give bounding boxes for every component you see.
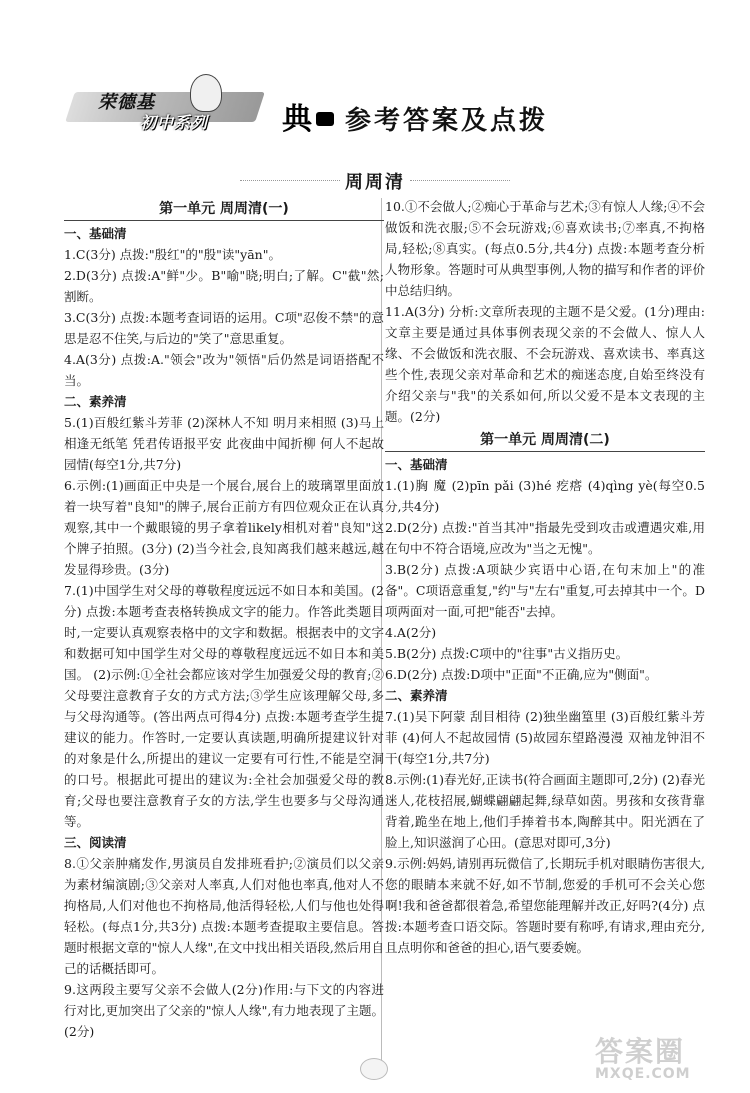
answer-item <box>64 307 384 349</box>
answer-item <box>385 643 705 664</box>
watermark-url: MXQE.COM <box>595 1066 691 1082</box>
answer-text: 3.B(2分) 点拨:A项缺少宾语中心语,在句末加上"的准备"。C项语意重复,"约"与"左右"重复,可去掉其中一个。D项两面对一面,可把"能否"去掉。 <box>385 562 705 619</box>
portrait-icon <box>190 74 222 112</box>
section-title: 第一单元 周周清(一) <box>64 198 384 221</box>
logo-dot-icon <box>316 112 334 126</box>
subsection-heading: 二、素养清 <box>64 394 127 409</box>
page-footer-icon <box>360 1058 388 1080</box>
answer-item <box>385 622 705 643</box>
answer-text: 6.D(2分) 点拨:D项中"正面"不正确,应为"侧面"。 <box>385 667 658 682</box>
answer-item <box>64 349 384 391</box>
answer-text: 7.(1)吴下阿蒙 刮目相待 (2)独坐幽篁里 (3)百般红紫斗芳菲 (4)何人不起故园情 (5)故园东望路漫漫 双袖龙钟泪不干(每空1分,共7分) <box>385 709 705 766</box>
answer-item <box>64 265 384 307</box>
answer-text: 4.A(3分) 点拨:A."领会"改为"领悟"后仍然是词语搭配不当。 <box>64 352 384 388</box>
answer-item <box>385 517 705 559</box>
answer-item <box>385 301 705 427</box>
title-logo-mark <box>282 98 342 137</box>
answer-item <box>385 475 705 517</box>
answer-text: 5.B(2分) 点拨:C项中的"往事"古义指历史。 <box>385 646 629 661</box>
right-column <box>385 196 705 958</box>
answer-item <box>385 853 705 958</box>
left-column <box>64 196 384 1042</box>
answer-text: 2.D(3分) 点拨:A"鲜"少。B"喻"晓;明白;了解。C"截"然;割断。 <box>64 268 384 304</box>
answer-text: 8.示例:(1)春光好,正读书(符合画面主题即可,2分) (2)春光迷人,花枝招展,蝴蝶翩翩起舞,绿草如茵。男孩和女孩背靠背着,跪坐在地上,他们手捧着书本,陶醉其中。阳光洒在了脸上,知识滋润了心田。(意思对即可,3分) <box>385 772 705 850</box>
subsection-heading: 一、基础清 <box>385 457 448 472</box>
answer-text: 9.示例:妈妈,请别再玩微信了,长期玩手机对眼睛伤害很大,您的眼睛本来就不好,如不节制,您爱的手机可不会关心您啊!我和爸爸都很着急,希望您能理解并改正,好吗?(4分) 点拨:本题考查口语交际。答题时要有称呼,有请求,理由充分,且点明你和爸爸的担心,语气要委婉。 <box>385 856 705 955</box>
answer-text: 10.①不会做人;②痴心于革命与艺术;③有惊人人缘;④不会做饭和洗衣服;⑤不会玩游戏;⑥喜欢读书;⑦率真,不拘格局,轻松;⑧真实。(每点0.5分,共4分) 点拨:本题考查分析人物形象。答题时可从典型事例,人物的描写和作者的评价中总结归纳。 <box>385 199 706 298</box>
answer-item <box>385 769 705 853</box>
subsection-heading: 三、阅读清 <box>64 835 127 850</box>
answer-item <box>64 979 384 1042</box>
answer-text: 5.(1)百般红紫斗芳菲 (2)深林人不知 明月来相照 (3)马上相逢无纸笔 凭君传语报平安 此夜曲中闻折柳 何人不起故园情(每空1分,共7分) <box>64 415 384 472</box>
page-title: 参考答案及点拨 <box>345 106 549 136</box>
answer-item <box>385 196 705 301</box>
answer-item <box>385 706 705 769</box>
watermark <box>595 1030 745 1090</box>
answer-text: 2.D(2分) 点拨:"首当其冲"指最先受到攻击或遭遇灾难,用在句中不符合语境,应改为"当之无愧"。 <box>385 520 705 556</box>
watermark-title: 答案圈 <box>595 1035 686 1068</box>
section-title: 第一单元 周周清(二) <box>385 429 705 452</box>
answer-text: 8.①父亲肿痛发作,男演员自发排班看护;②演员们以父亲为素材编演剧;③父亲对人率真,人们对他也率真,他对人不拘格局,人们对他也不拘格局,他活得轻松,人们与他也处得轻松。(每点1分,共3分) 点拨:本题考查提取主要信息。答题时根据文章的"惊人人缘",在文中找出相关语段,然后用自己的话概括即可。 <box>64 856 384 976</box>
answer-text: 1.C(3分) 点拨:"殷红"的"殷"读"yān"。 <box>64 247 281 262</box>
page-subtitle: 周周清 <box>345 172 405 193</box>
answer-item <box>64 412 384 475</box>
answer-item <box>385 664 705 685</box>
answer-text: 9.这两段主要写父亲不会做人(2分)作用:与下文的内容进行对比,更加突出了父亲的"惊人人缘",有力地表现了主题。(2分) <box>64 982 384 1039</box>
answer-item <box>64 244 384 265</box>
answer-item <box>64 475 384 580</box>
brand-logo <box>70 78 270 134</box>
brand-series: 初中系列 <box>140 113 209 132</box>
answer-text: 11.A(3分) 分析:文章所表现的主题不是父爱。(1分)理由:文章主要是通过具体事例表现父亲的不会做人、惊人人缘、不会做饭和洗衣服、不会玩游戏、喜欢读书、率真这些个性,表现父亲对革命和艺术的痴迷态度,自始至终没有介绍父亲与"我"的关系如何,所以父爱不是本文表现的主题。(2分) <box>385 304 705 424</box>
page-header <box>0 0 750 160</box>
answer-text: 4.A(2分) <box>385 625 437 640</box>
answer-text: 6.示例:(1)画面正中央是一个展台,展台上的玻璃罩里面放着一块写着"良知"的牌子,展台正前方有四位观众正在认真观察,其中一个戴眼镜的男子拿着likely相机对着"良知"这个牌子拍照。(3分) (2)当今社会,良知离我们越来越远,越发显得珍贵。(3分) <box>64 478 384 577</box>
answer-item <box>385 559 705 622</box>
logo-char: 典 <box>282 102 312 137</box>
answer-item <box>64 580 384 832</box>
answer-item <box>64 853 384 979</box>
subsection-heading: 二、素养清 <box>385 688 448 703</box>
brand-name: 荣德基 <box>98 92 155 113</box>
answer-text: 1.(1)胸 魔 (2)pīn pǎi (3)hé 疙瘩 (4)qìng yè(每空0.5分,共4分) <box>385 478 705 514</box>
answer-text: 7.(1)中国学生对父母的尊敬程度远远不如日本和美国。(2分) 点拨:本题考查表格转换成文字的能力。作答此类题目时,一定要认真观察表格中的文字和数据。根据表中的文字和数据可知中国学生对父母的尊敬程度远远不如日本和美国。 (2)示例:①全社会都应该对学生加强爱父母的教育;②父母要注意教育子女的方式方法;③学生应该理解父母,多与父母沟通等。(答出两点可得4分) 点拨:本题考查学生提建议的能力。作答时,一定要认真读题,明确所提建议针对的对象是什么,所提出的建议一定要有可行性,不能是空洞的口号。根据此可提出的建议为:全社会加强爱父母的教育;父母也要注意教育子女的方法,学生也要多与父母沟通等。 <box>64 583 384 829</box>
subsection-heading: 一、基础清 <box>64 226 127 241</box>
answer-text: 3.C(3分) 点拨:本题考查词语的运用。C项"忍俊不禁"的意思是忍不住笑,与后边的"笑了"意思重复。 <box>64 310 384 346</box>
